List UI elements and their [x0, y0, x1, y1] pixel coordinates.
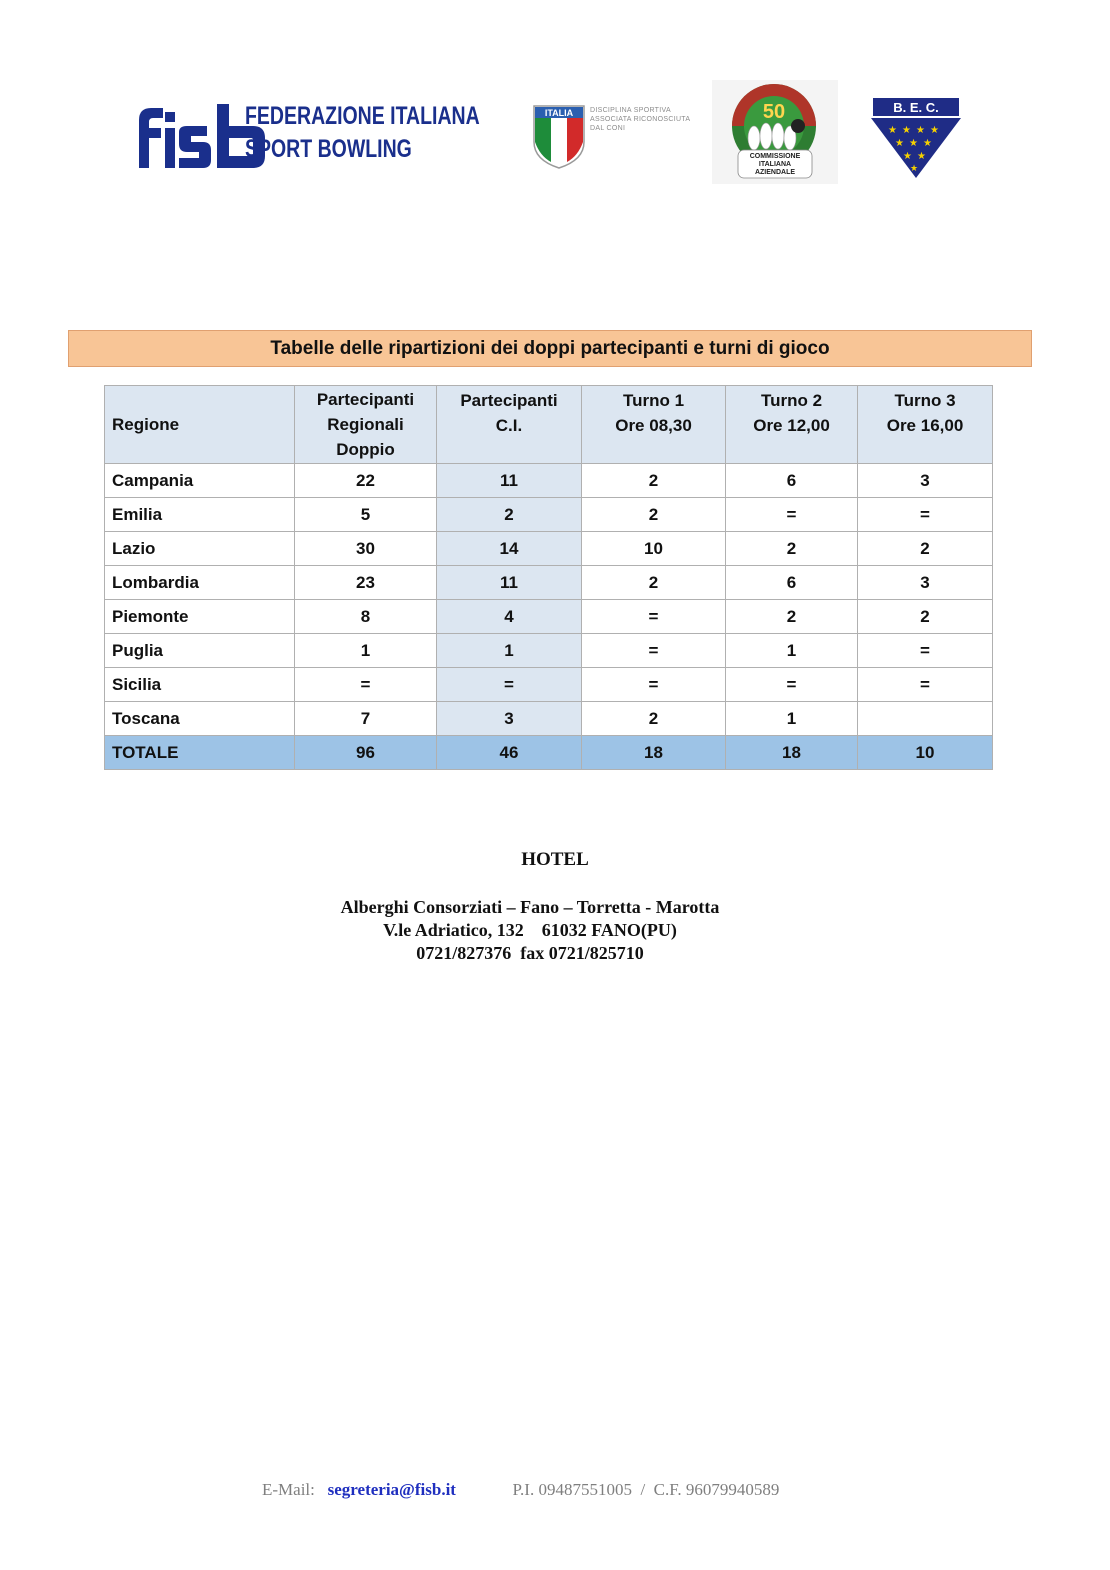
italia-shield-icon	[532, 104, 586, 170]
coni-text-line2: ASSOCIATA RICONOSCIUTA	[590, 116, 691, 123]
header-label-line: Turno 2	[760, 391, 823, 410]
header-label-line: Regionali	[327, 415, 404, 434]
total-cell: 10	[858, 736, 993, 770]
table-row	[105, 566, 993, 600]
svg-text:★: ★	[916, 125, 925, 136]
fisb-logo	[137, 100, 480, 170]
header-label-line: C.I.	[495, 416, 523, 435]
value-cell: 3	[858, 464, 993, 498]
region-name-cell: Lombardia	[105, 566, 295, 600]
coni-text-line3: DAL CONI	[590, 125, 626, 132]
table-row	[105, 532, 993, 566]
value-cell	[858, 702, 993, 736]
header-turno-1	[582, 386, 726, 464]
value-cell: 2	[582, 702, 726, 736]
value-cell: 2	[858, 600, 993, 634]
value-cell: =	[726, 668, 858, 702]
coni-flag-text: ITALIA	[544, 108, 574, 118]
cia-number: 50	[762, 101, 786, 123]
value-cell: 1	[295, 634, 437, 668]
hotel-heading: HOTEL	[521, 849, 589, 870]
header-turno-3	[858, 386, 993, 464]
region-name-cell: Sicilia	[105, 668, 295, 702]
bec-logo	[870, 96, 962, 180]
value-cell: 7	[295, 702, 437, 736]
header-label-line: Ore 16,00	[886, 416, 964, 435]
header-regione-label: Regione	[112, 415, 180, 434]
hotel-line-2: V.le Adriatico, 132 61032 FANO(PU)	[383, 920, 677, 940]
total-cell: 18	[726, 736, 858, 770]
header-partecipanti-regionali	[295, 386, 437, 464]
table-body	[105, 464, 993, 736]
svg-text:★: ★	[902, 125, 911, 136]
total-row	[105, 736, 993, 770]
value-cell: 1	[437, 634, 582, 668]
value-cell: 6	[726, 464, 858, 498]
value-cell: =	[858, 498, 993, 532]
value-cell: 2	[582, 498, 726, 532]
region-name-cell: Campania	[105, 464, 295, 498]
header-label-line: Doppio	[336, 440, 395, 459]
table-row	[105, 464, 993, 498]
header-label-line: Turno 3	[894, 391, 956, 410]
header-label-line: Ore 12,00	[753, 416, 830, 435]
table-header-row	[105, 386, 993, 464]
hotel-line-3: 0721/827376 fax 0721/825710	[416, 943, 644, 963]
cia-text-line2: ITALIANA	[758, 161, 792, 168]
value-cell: 11	[437, 464, 582, 498]
svg-text:★: ★	[909, 138, 918, 149]
value-cell: 4	[437, 600, 582, 634]
value-cell: =	[582, 634, 726, 668]
header-label-line: Ore 08,30	[615, 416, 692, 435]
email-label: E-Mail:	[262, 1480, 315, 1499]
region-name-cell: Emilia	[105, 498, 295, 532]
participants-table	[104, 385, 993, 770]
fisb-name-line2: SPORT BOWLING	[245, 135, 412, 163]
header-label-line: Partecipanti	[460, 391, 558, 410]
email-link[interactable]: segreteria@fisb.it	[327, 1480, 456, 1499]
cia-50-logo	[712, 80, 838, 184]
region-name-cell: Toscana	[105, 702, 295, 736]
svg-text:★: ★	[903, 151, 912, 162]
header-turno-2	[726, 386, 858, 464]
cia-text-line3: AZIENDALE	[754, 169, 796, 176]
value-cell: 2	[726, 600, 858, 634]
value-cell: 3	[858, 566, 993, 600]
svg-text:★: ★	[917, 151, 926, 162]
value-cell: 2	[858, 532, 993, 566]
value-cell: =	[295, 668, 437, 702]
value-cell: 2	[437, 498, 582, 532]
value-cell: 11	[437, 566, 582, 600]
value-cell: 3	[437, 702, 582, 736]
header-regione	[105, 386, 295, 464]
value-cell: =	[858, 634, 993, 668]
value-cell: 1	[726, 702, 858, 736]
value-cell: 2	[582, 464, 726, 498]
coni-text-line1: DISCIPLINA SPORTIVA	[590, 107, 671, 114]
header-label-line: Turno 1	[622, 391, 685, 410]
svg-text:★: ★	[923, 138, 932, 149]
region-name-cell: Piemonte	[105, 600, 295, 634]
fisb-name-line1: FEDERAZIONE ITALIANA	[245, 102, 480, 130]
svg-text:★: ★	[930, 125, 939, 136]
header-label-line: Partecipanti	[316, 390, 415, 409]
value-cell: =	[437, 668, 582, 702]
value-cell: 2	[726, 532, 858, 566]
table-row	[105, 668, 993, 702]
value-cell: 8	[295, 600, 437, 634]
value-cell: 1	[726, 634, 858, 668]
table-row	[105, 600, 993, 634]
svg-text:★: ★	[910, 164, 919, 174]
total-cell: 96	[295, 736, 437, 770]
cia-text-line1: COMMISSIONE	[749, 153, 801, 160]
table-row	[105, 702, 993, 736]
hotel-line-1: Alberghi Consorziati – Fano – Torretta - Marotta	[340, 897, 720, 917]
svg-text:★: ★	[895, 138, 904, 149]
total-cell: 18	[582, 736, 726, 770]
footer	[262, 1480, 962, 1500]
table-title: Tabelle delle ripartizioni dei doppi partecipanti e turni di gioco	[68, 330, 1032, 367]
value-cell: =	[582, 600, 726, 634]
value-cell: 14	[437, 532, 582, 566]
value-cell: 22	[295, 464, 437, 498]
svg-text:★: ★	[888, 125, 897, 136]
value-cell: 23	[295, 566, 437, 600]
value-cell: =	[858, 668, 993, 702]
value-cell: 2	[582, 566, 726, 600]
table-row	[105, 634, 993, 668]
table-row	[105, 498, 993, 532]
value-cell: 30	[295, 532, 437, 566]
coni-logo	[532, 104, 702, 170]
region-name-cell: Puglia	[105, 634, 295, 668]
bec-text: B. E. C.	[893, 100, 939, 115]
total-cell: 46	[437, 736, 582, 770]
value-cell: 6	[726, 566, 858, 600]
total-label: TOTALE	[105, 736, 295, 770]
fiscal-codes: P.I. 09487551005 / C.F. 96079940589	[512, 1480, 780, 1499]
region-name-cell: Lazio	[105, 532, 295, 566]
value-cell: 5	[295, 498, 437, 532]
header-partecipanti-ci	[437, 386, 582, 464]
value-cell: =	[726, 498, 858, 532]
hotel-info	[0, 896, 1085, 965]
value-cell: 10	[582, 532, 726, 566]
value-cell: =	[582, 668, 726, 702]
